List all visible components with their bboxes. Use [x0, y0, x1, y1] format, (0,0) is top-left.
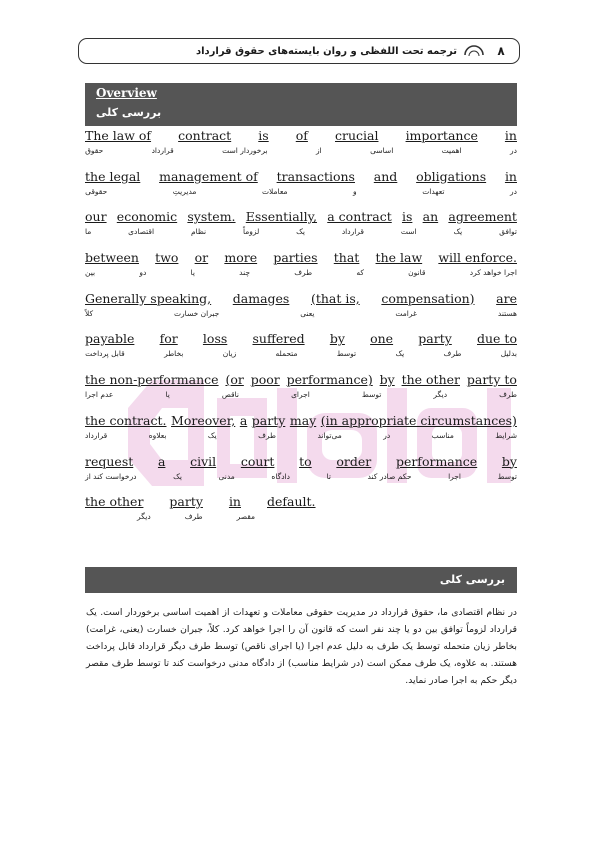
persian-word: جبران خسارت	[174, 308, 220, 318]
overview-heading-en: Overview	[96, 86, 157, 100]
english-word: contract	[178, 128, 232, 143]
persian-word: یک	[453, 227, 463, 237]
english-word: parties	[273, 250, 318, 266]
persian-word: بعلاوه	[148, 430, 167, 440]
overview-heading-fa: بررسی کلی	[96, 106, 162, 119]
english-word: more	[224, 250, 258, 266]
persian-word: اجرای	[291, 390, 310, 400]
english-word: by	[501, 453, 517, 469]
persian-word: درخواست کند از	[85, 471, 137, 481]
persian-word: اجرا خواهد کرد	[469, 268, 517, 278]
persian-word: یا	[165, 390, 170, 400]
persian-word: تعهدات	[422, 186, 445, 196]
persian-word: از	[316, 146, 322, 155]
english-word: party	[418, 331, 452, 347]
english-word: default.	[267, 494, 316, 510]
english-word: by	[329, 331, 345, 347]
interlinear-translation	[85, 128, 517, 535]
persian-word: توسط	[497, 471, 517, 481]
persian-word: اجرا	[448, 471, 462, 481]
english-word: are	[496, 290, 517, 306]
english-word: loss	[202, 331, 228, 347]
persian-word: هستند	[497, 308, 517, 318]
persian-word: حقوق	[85, 146, 104, 155]
english-word: between	[85, 250, 139, 266]
english-word: damages	[232, 290, 290, 306]
summary-heading-band	[85, 567, 517, 593]
persian-word: یک	[395, 349, 405, 359]
english-word: obligations	[416, 168, 487, 184]
english-word: civil	[190, 453, 217, 469]
persian-word: طرف	[258, 430, 276, 440]
persian-word: در	[383, 430, 391, 440]
persian-word: ما	[85, 227, 92, 237]
persian-gloss	[85, 349, 517, 359]
english-word: in	[504, 168, 517, 184]
english-word: to	[299, 453, 312, 469]
english-word: party to	[466, 372, 517, 388]
english-word: or	[194, 250, 209, 266]
english-word: party	[251, 412, 286, 428]
english-word: performance)	[286, 372, 373, 388]
persian-gloss	[85, 472, 517, 482]
persian-word: تا	[326, 471, 331, 481]
persian-word: غرامت	[395, 308, 417, 318]
persian-word: عدم اجرا	[85, 390, 114, 400]
translation-line	[85, 494, 517, 535]
persian-word: قابل پرداخت	[85, 349, 125, 359]
english-word: one	[370, 331, 394, 347]
persian-word: زیان	[222, 349, 237, 359]
persian-word: مقصر	[236, 512, 256, 522]
english-word: (in appropriate circumstances)	[320, 412, 517, 428]
persian-word: دادگاه	[271, 471, 290, 481]
persian-gloss	[85, 227, 517, 237]
persian-word: که	[356, 268, 364, 278]
english-word: payable	[85, 331, 135, 347]
english-words	[85, 454, 517, 469]
english-word: Moreover,	[171, 412, 236, 428]
summary-paragraph: در نظام اقتصادی ما، حقوق قرارداد در مدیریت حقوقی معاملات و تعهدات از اهمیت اساسی برخوردار است. یک قرارداد لزوماً توافق بین دو یا چند نفر است که قانون آن را اجرا خواهد کرد. کلاً، جبران خسارت (یعنی، غرامت) بخاطر زیان متحمله توسط یک طرف به دلیل عدم اجرا (یا اجرای ناقص) توسط طرف دیگر قرارداد قابل پرداخت هستند. به علاوه، یک طرف ممکن است (در شرایط مناسب) از دادگاه مدنی درخواست کند تا توسط طرف مقصر دیگر حکم به اجرا صادر نماید.	[86, 607, 517, 686]
english-word: poor	[250, 372, 280, 388]
english-word: the legal	[85, 168, 141, 184]
english-word: suffered	[252, 331, 305, 347]
persian-word: توافق	[499, 227, 517, 237]
english-word: due to	[477, 331, 517, 347]
english-word: importance	[405, 128, 478, 143]
persian-word: نظام	[190, 227, 207, 237]
english-word: a	[239, 412, 248, 428]
english-word: the other	[85, 494, 144, 510]
english-words	[85, 128, 517, 143]
english-word: court	[240, 453, 275, 469]
page-header	[78, 38, 520, 64]
persian-word: می‌تواند	[317, 430, 342, 440]
english-word: our	[85, 209, 107, 225]
persian-gloss	[85, 309, 517, 319]
persian-word: طرف	[499, 390, 517, 400]
persian-word: طرف	[184, 512, 203, 522]
persian-word: یک	[296, 227, 305, 237]
persian-word: یا	[190, 268, 195, 278]
english-word: system.	[187, 209, 236, 225]
translation-line	[85, 372, 517, 413]
english-word: management of	[159, 168, 258, 184]
persian-word: قرارداد	[341, 227, 365, 237]
english-word: is	[401, 209, 413, 225]
persian-word: توسط	[361, 390, 382, 400]
persian-word: طرف	[443, 349, 462, 359]
persian-word: مناسب	[431, 430, 454, 440]
english-word: request	[85, 453, 134, 469]
persian-word: قرارداد	[151, 146, 174, 155]
persian-word: کلاً	[85, 308, 94, 318]
persian-word: در	[510, 186, 517, 196]
summary-heading: بررسی کلی	[439, 573, 505, 586]
persian-word: حقوقی	[85, 186, 108, 196]
persian-word: در	[510, 146, 517, 155]
persian-word: بدلیل	[500, 349, 517, 359]
arc-ornament-icon	[463, 44, 485, 58]
english-words	[85, 494, 517, 509]
english-word: the law	[375, 250, 423, 266]
english-words	[85, 250, 517, 265]
persian-word: قرارداد	[85, 430, 108, 440]
persian-word: دیگر	[433, 390, 448, 400]
english-word: will enforce.	[438, 250, 517, 266]
persian-word: بخاطر	[164, 349, 184, 359]
persian-word: است	[400, 227, 417, 237]
translation-line	[85, 128, 517, 169]
english-word: (that is,	[310, 290, 360, 306]
translation-line	[85, 169, 517, 210]
persian-gloss	[85, 512, 517, 522]
persian-gloss	[85, 146, 517, 156]
persian-word: چند	[239, 268, 250, 278]
translation-line	[85, 454, 517, 495]
persian-word: دو	[139, 268, 147, 278]
translation-line	[85, 291, 517, 332]
english-word: economic	[116, 209, 178, 225]
english-word: that	[333, 250, 360, 266]
english-words	[85, 291, 517, 306]
persian-gloss	[85, 187, 517, 197]
persian-word: و	[353, 186, 357, 196]
translation-line	[85, 331, 517, 372]
english-word: an	[422, 209, 439, 225]
english-word: two	[155, 250, 179, 266]
english-word: The law of	[85, 128, 152, 143]
persian-word: اقتصادی	[128, 227, 155, 237]
english-word: agreement	[448, 209, 517, 225]
persian-word: مدیریتِ	[172, 186, 197, 196]
english-words	[85, 372, 517, 387]
persian-word: معاملات	[261, 186, 288, 196]
english-word: Essentially,	[245, 209, 318, 225]
english-word: crucial	[335, 128, 379, 143]
english-word: for	[159, 331, 178, 347]
persian-word: اساسی	[370, 146, 394, 155]
persian-word: حکم صادر کند	[367, 471, 412, 481]
persian-word: اهمیت	[441, 146, 462, 155]
persian-word: دیگر	[137, 512, 151, 522]
english-word: in	[504, 128, 517, 143]
english-word: by	[379, 372, 395, 388]
english-words	[85, 413, 517, 428]
overview-heading-band	[85, 83, 517, 126]
translation-line	[85, 250, 517, 291]
english-word: may	[289, 412, 317, 428]
persian-word: قانون	[408, 268, 426, 278]
translation-line	[85, 209, 517, 250]
persian-word: متحمله	[275, 349, 298, 359]
english-words	[85, 169, 517, 184]
english-words	[85, 331, 517, 346]
persian-gloss	[85, 390, 517, 400]
page-number: ٨	[497, 44, 505, 58]
english-word: a contract	[327, 209, 392, 225]
translation-line	[85, 413, 517, 454]
english-word: is	[258, 128, 269, 143]
persian-word: ناقص	[221, 390, 240, 400]
persian-word: شرایط	[495, 430, 517, 440]
english-word: and	[373, 168, 398, 184]
persian-word: مدنی	[218, 471, 235, 481]
english-word: the non-performance	[85, 372, 219, 388]
persian-word: یک	[173, 471, 182, 481]
english-word: in	[228, 494, 241, 510]
english-word: party	[169, 494, 203, 510]
english-word: transactions	[276, 168, 355, 184]
english-word: order	[336, 453, 372, 469]
persian-word: یک	[207, 430, 217, 440]
persian-word: برخوردار است	[222, 146, 268, 155]
persian-word: لزوماً	[242, 227, 260, 237]
persian-gloss	[85, 431, 517, 441]
persian-word: بین	[85, 268, 96, 278]
english-word: (or	[225, 372, 244, 388]
english-word: a	[157, 453, 166, 469]
persian-word: طرف	[294, 268, 313, 278]
english-word: Generally speaking,	[85, 290, 212, 306]
running-title: ترجمه تحت اللفظی و روان بایسته‌های حقوق قرارداد	[195, 45, 457, 57]
persian-gloss	[85, 268, 517, 278]
english-word: compensation)	[381, 290, 475, 306]
persian-word: یعنی	[300, 308, 315, 318]
english-word: of	[295, 128, 308, 143]
persian-word: توسط	[336, 349, 357, 359]
english-words	[85, 209, 517, 224]
english-word: the contract.	[85, 412, 167, 428]
english-word: the other	[401, 372, 460, 388]
english-word: performance	[395, 453, 478, 469]
